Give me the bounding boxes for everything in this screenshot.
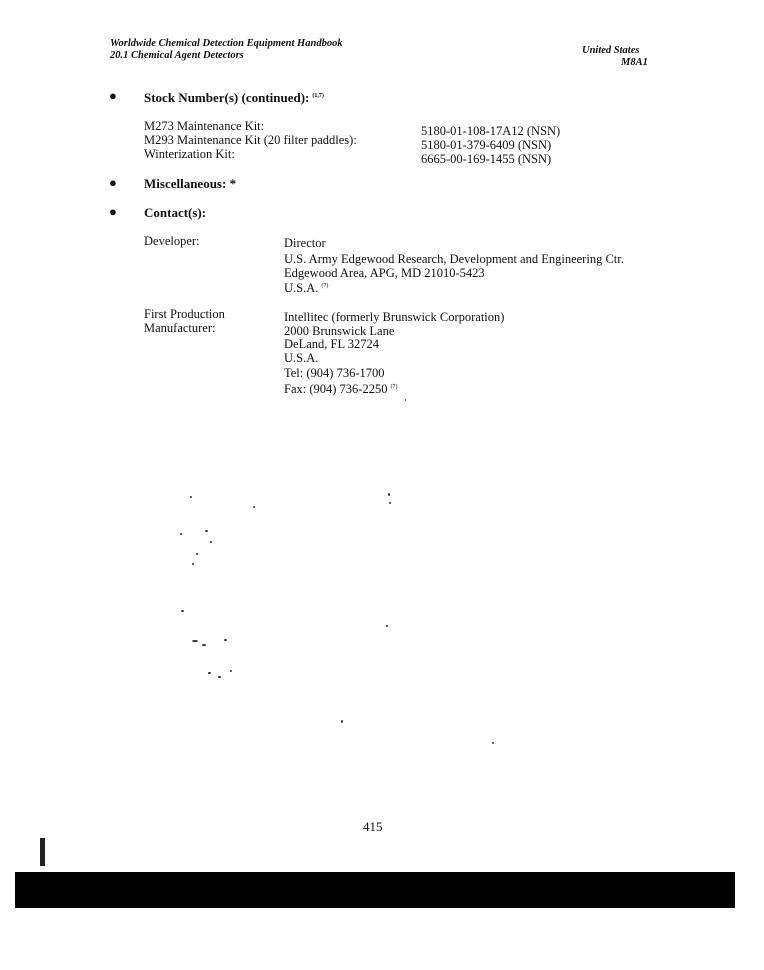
developer-line: U.S. Army Edgewood Research, Development and Engineering Ctr. — [284, 252, 624, 266]
model-label: M8A1 — [621, 57, 648, 68]
stock-label: M293 Maintenance Kit (20 filter paddles): — [144, 133, 357, 147]
bullet-icon: ● — [109, 175, 117, 190]
developer-line: Edgewood Area, APG, MD 21010-5423 — [284, 266, 485, 280]
manufacturer-note: (7) — [390, 384, 398, 390]
section-title: 20.1 Chemical Agent Detectors — [110, 50, 244, 61]
misc-heading: Miscellaneous: * — [144, 176, 237, 191]
stock-note: (1,7) — [312, 93, 324, 99]
scan-edge-mark — [40, 838, 45, 866]
stock-label: Winterization Kit: — [144, 147, 235, 161]
developer-line: U.S.A. $^{(7)}$ — [284, 281, 329, 295]
stock-value: 5180-01-108-17A12 (NSN) — [421, 124, 561, 138]
page-number: 415 — [363, 819, 383, 834]
developer-line: Director — [284, 236, 326, 250]
manufacturer-label: Manufacturer: — [144, 321, 216, 335]
manufacturer-label: First Production — [144, 307, 225, 321]
bullet-icon: ● — [109, 88, 117, 103]
stock-heading: Stock Number(s) (continued): $^{(1,7)}$ — [144, 90, 324, 105]
scan-bottom-bar — [15, 872, 735, 908]
manufacturer-line: Intellitec (formerly Brunswick Corporation) — [284, 310, 505, 324]
handbook-title: Worldwide Chemical Detection Equipment Handbook — [110, 38, 343, 49]
manufacturer-line: Tel: (904) 736-1700 — [284, 366, 385, 380]
misc-value: * — [229, 176, 237, 191]
bullet-icon: ● — [109, 204, 117, 219]
developer-note: (7) — [321, 283, 329, 289]
developer-label: Developer: — [144, 234, 200, 248]
manufacturer-line: U.S.A. — [284, 351, 319, 365]
manufacturer-line: DeLand, FL 32724 — [284, 337, 380, 351]
country-label: United States — [582, 45, 640, 56]
manufacturer-line: 2000 Brunswick Lane — [284, 324, 395, 338]
stock-value: 5180-01-379-6409 (NSN) — [421, 138, 552, 152]
contacts-heading: Contact(s): — [144, 205, 207, 220]
stock-label: M273 Maintenance Kit: — [144, 119, 265, 133]
manufacturer-line: Fax: (904) 736-2250 $^{(7)}$ — [284, 382, 398, 396]
stock-value: 6665-00-169-1455 (NSN) — [421, 152, 552, 166]
